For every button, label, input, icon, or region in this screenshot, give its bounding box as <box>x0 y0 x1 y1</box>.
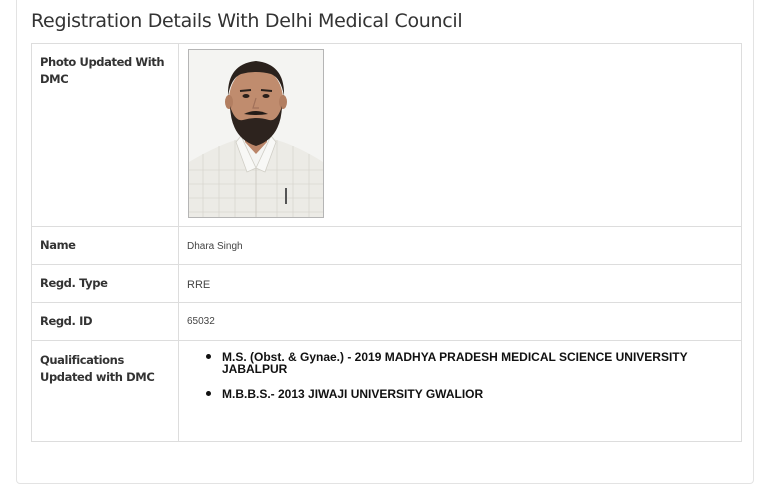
name-cell <box>179 227 742 265</box>
regd-type-value: RRE <box>187 279 211 291</box>
page-title: Registration Details With Delhi Medical Council <box>31 10 463 32</box>
regd-type-cell <box>179 265 742 303</box>
photo-label: Photo Updated With DMC <box>32 44 179 227</box>
table-row-name <box>32 227 742 265</box>
bullet-icon <box>206 391 211 396</box>
table-row-qualifications <box>32 341 742 442</box>
registration-details-table <box>31 43 742 442</box>
table-row-photo <box>32 44 742 227</box>
list-item <box>214 388 733 400</box>
list-item <box>214 351 733 375</box>
qualifications-cell <box>179 341 742 442</box>
qualification-text: M.B.B.S.- 2013 JIWAJI UNIVERSITY GWALIOR <box>222 387 484 401</box>
photo-cell <box>179 44 742 227</box>
table-row-regd-type <box>32 265 742 303</box>
table-row-regd-id <box>32 303 742 341</box>
regd-id-label: Regd. ID <box>32 303 179 341</box>
name-label: Name <box>32 227 179 265</box>
name-value: Dhara Singh <box>187 241 243 252</box>
regd-type-label: Regd. Type <box>32 265 179 303</box>
qualifications-list <box>187 351 733 400</box>
bullet-icon <box>206 354 211 359</box>
regd-id-value: 65032 <box>187 316 215 327</box>
doctor-photo <box>188 49 324 218</box>
qualifications-label: Qualifications Updated with DMC <box>32 341 179 442</box>
qualification-text: M.S. (Obst. & Gynae.) - 2019 MADHYA PRADESH MEDICAL SCIENCE UNIVERSITY JABALPUR <box>222 350 688 376</box>
doctor-portrait-image <box>189 50 323 217</box>
regd-id-cell <box>179 303 742 341</box>
